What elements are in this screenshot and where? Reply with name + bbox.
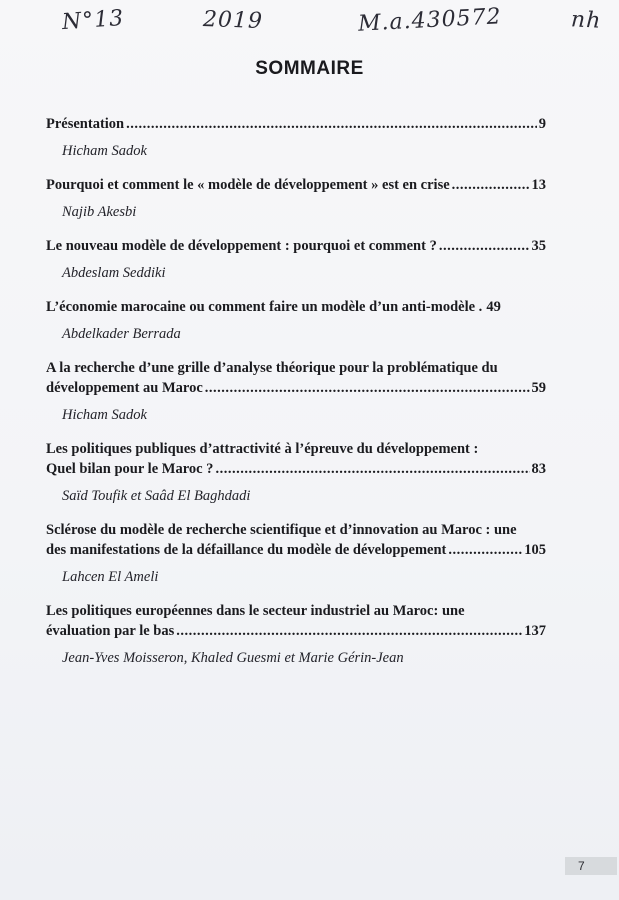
toc-entry-title-line: Les politiques publiques d’attractivité à l’épreuve du développement : — [46, 441, 479, 457]
toc-entry-line — [46, 297, 546, 317]
handwritten-year-note: 2019 — [202, 6, 264, 35]
toc-entry-crise — [46, 175, 546, 222]
toc-page-number: 105 — [524, 542, 546, 558]
toc-page-number: 83 — [531, 461, 546, 477]
toc-page-number: 35 — [531, 238, 546, 254]
toc-entry-nouveau-modele — [46, 236, 546, 283]
toc-entry-title: développement au Maroc — [46, 380, 203, 396]
toc-entry-title: Pourquoi et comment le « modèle de développement » est en crise — [46, 177, 450, 193]
toc-entry-line — [46, 236, 546, 256]
toc-entry-presentation — [46, 114, 546, 161]
page-number-badge: 7 — [565, 857, 617, 875]
toc-page-number: 49 — [486, 299, 501, 315]
toc-page-number: 59 — [531, 380, 546, 396]
toc-entry-author: Lahcen El Ameli — [62, 569, 159, 585]
toc-entry-title: L’économie marocaine ou comment faire un modèle d’un anti-modèle . — [46, 299, 483, 315]
toc-page-number: 9 — [538, 116, 546, 132]
toc-page-number: 137 — [524, 623, 546, 639]
toc-page-number: 13 — [531, 177, 546, 193]
toc-entry-title-line: A la recherche d’une grille d’analyse théorique pour la problématique du — [46, 360, 498, 376]
dot-leader — [452, 175, 530, 195]
toc-entry-anti-modele — [46, 297, 546, 344]
toc-entry-line — [46, 621, 546, 641]
toc-entry-author: Jean-Yves Moisseron, Khaled Guesmi et Marie Gérin-Jean — [62, 650, 404, 666]
page-title: SOMMAIRE — [255, 58, 364, 79]
toc-entry-grille-analyse — [46, 358, 546, 425]
toc-entry-author: Hicham Sadok — [62, 407, 147, 423]
toc-entry-attractivite — [46, 439, 546, 506]
dot-leader — [176, 621, 522, 641]
toc-entry-title: Le nouveau modèle de développement : pourquoi et comment ? — [46, 238, 437, 254]
handwritten-reference-note: M.a.430572 — [357, 4, 503, 37]
toc-entry-author: Abdeslam Seddiki — [62, 265, 166, 281]
dot-leader — [205, 378, 530, 398]
dot-leader — [439, 236, 530, 256]
handwritten-annotations — [0, 4, 619, 42]
table-of-contents — [46, 114, 546, 668]
toc-entry-line — [46, 540, 546, 560]
toc-entry-politiques-europeennes — [46, 601, 546, 668]
toc-entry-line — [46, 378, 546, 398]
dot-leader — [448, 540, 522, 560]
toc-entry-title: des manifestations de la défaillance du modèle de développement — [46, 542, 447, 558]
toc-entry-title-line: Les politiques européennes dans le secteur industriel au Maroc: une — [46, 603, 465, 619]
toc-entry-author: Saïd Toufik et Saâd El Baghdadi — [62, 488, 251, 504]
handwritten-number-note: N°13 — [61, 5, 126, 36]
toc-entry-line — [46, 459, 546, 479]
toc-entry-sclerose — [46, 520, 546, 587]
dot-leader — [215, 459, 529, 479]
toc-entry-author: Hicham Sadok — [62, 143, 147, 159]
toc-entry-title: Quel bilan pour le Maroc ? — [46, 461, 214, 477]
toc-entry-title-line: Sclérose du modèle de recherche scientifique et d’innovation au Maroc : une — [46, 522, 517, 538]
dot-leader — [126, 114, 537, 134]
toc-entry-line — [46, 175, 546, 195]
toc-entry-author: Najib Akesbi — [62, 204, 137, 220]
toc-entry-author: Abdelkader Berrada — [62, 326, 181, 342]
handwritten-initials-note: nh — [570, 7, 602, 34]
toc-entry-title: Présentation — [46, 116, 125, 132]
toc-entry-title: évaluation par le bas — [46, 623, 175, 639]
toc-entry-line — [46, 114, 546, 134]
